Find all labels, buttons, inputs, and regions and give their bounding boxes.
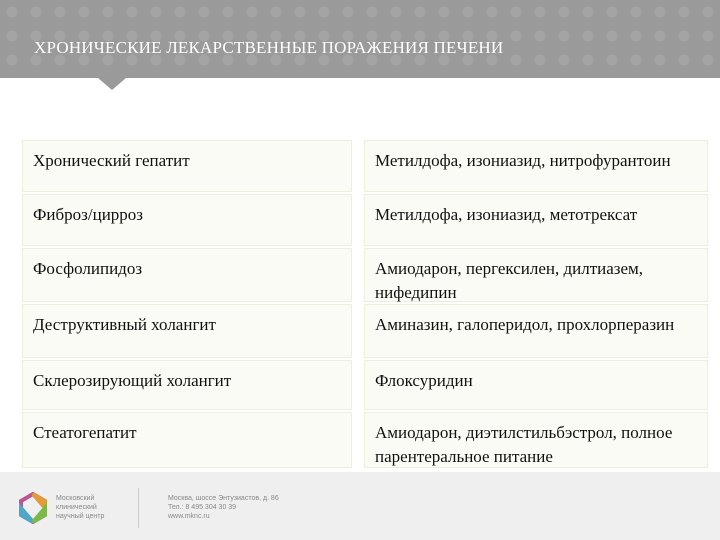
drugs-cell: Метилдофа, изониазид, метотрексат (364, 194, 708, 246)
condition-cell: Деструктивный холангит (22, 304, 352, 358)
organization-name: Московский клинический научный центр (56, 495, 105, 520)
condition-cell: Хронический гепатит (22, 140, 352, 192)
drugs-cell: Флоксуридин (364, 360, 708, 410)
hexagon-logo-icon (18, 492, 48, 524)
drugs-cell: Амиодарон, диэтилстильбэстрол, полное парентеральное питание (364, 412, 708, 468)
table-row (22, 194, 708, 246)
condition-cell: Фиброз/цирроз (22, 194, 352, 246)
table-row (22, 412, 708, 468)
footer-divider (138, 488, 139, 528)
header-notch (98, 78, 126, 90)
website-link[interactable]: www.mknc.ru (168, 513, 210, 520)
table-row (22, 140, 708, 192)
slide-footer (0, 472, 720, 540)
slide-title: ХРОНИЧЕСКИЕ ЛЕКАРСТВЕННЫЕ ПОРАЖЕНИЯ ПЕЧЕНИ (34, 38, 504, 57)
contact-info (168, 494, 279, 521)
address-text: Москва, шоссе Энтузиастов, д. 86 (168, 495, 279, 502)
drugs-cell: Метилдофа, изониазид, нитрофурантоин (364, 140, 708, 192)
drugs-cell: Аминазин, галоперидол, прохлорперазин (364, 304, 708, 358)
table-row (22, 360, 708, 410)
table-row (22, 304, 708, 358)
condition-cell: Склерозирующий холангит (22, 360, 352, 410)
phone-text: Тел.: 8 495 304 30 39 (168, 504, 237, 511)
drugs-cell: Амиодарон, пергексилен, дилтиазем, нифедипин (364, 248, 708, 302)
slide-header (0, 0, 720, 78)
condition-cell: Фосфолипидоз (22, 248, 352, 302)
condition-cell: Стеатогепатит (22, 412, 352, 468)
table-row (22, 248, 708, 302)
